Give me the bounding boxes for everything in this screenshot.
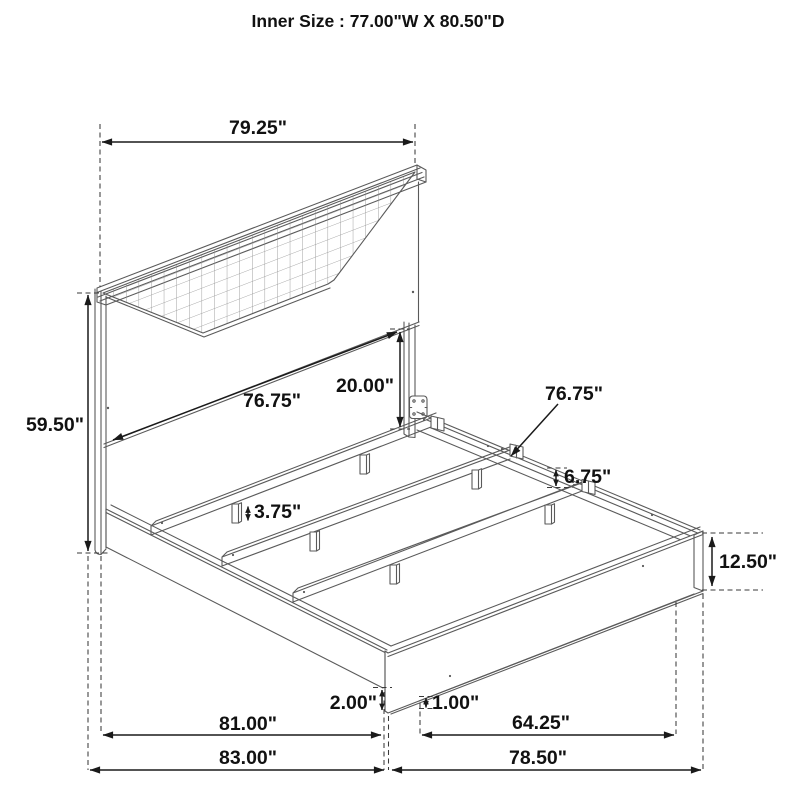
slat-leg	[310, 531, 320, 551]
dim-overall-length-label: 83.00"	[218, 747, 278, 769]
dim-rail-gap-label: 2.00"	[329, 692, 377, 714]
slat-leg	[390, 564, 400, 584]
slat-leg	[545, 504, 555, 524]
slat-leg	[232, 503, 242, 523]
dim-trim-length-label: 64.25"	[511, 712, 571, 734]
dim-panel-height-label: 20.00"	[335, 375, 394, 397]
quilted-panel	[103, 172, 415, 333]
diagram-title: Inner Size : 77.00"W X 80.50"D	[251, 11, 505, 31]
footboard	[385, 527, 703, 714]
dim-slat-length-callout	[511, 404, 558, 456]
side-rail-near-bottom	[106, 547, 383, 688]
dim-trim-height-label: 1.00"	[432, 692, 480, 714]
dim-headboard-inner-width-label: 76.75"	[242, 390, 302, 412]
slat-leg	[360, 454, 370, 474]
slat-1-end-block	[431, 416, 444, 431]
panel-screw-dot	[107, 407, 109, 409]
slat-leg	[472, 469, 482, 489]
dim-slat-leg-height-label: 3.75"	[254, 501, 302, 523]
slat-3	[293, 480, 595, 603]
headboard-left-leg	[95, 289, 106, 555]
dim-rail-height-label: 6.75"	[564, 466, 612, 488]
dim-footboard-width-label: 78.50"	[508, 747, 568, 769]
side-rail-near-ledge	[111, 505, 391, 646]
dim-inner-rail-length-label: 81.00"	[218, 713, 278, 735]
side-rail-near-top	[106, 509, 387, 654]
dim-headboard-height-label: 59.50"	[25, 414, 84, 436]
side-rail-near	[106, 505, 391, 688]
panel-screw-dot	[412, 291, 414, 293]
headboard-right-leg	[404, 322, 415, 438]
side-rail-far	[417, 412, 700, 545]
dim-footboard-height-label: 12.50"	[719, 551, 778, 573]
footboard-front-face	[385, 531, 703, 713]
dim-headboard-width-label: 79.25"	[228, 117, 288, 139]
dim-slat-length-label: 76.75"	[544, 383, 604, 405]
bed-frame	[95, 165, 703, 714]
slat-2-end-block	[510, 444, 523, 459]
